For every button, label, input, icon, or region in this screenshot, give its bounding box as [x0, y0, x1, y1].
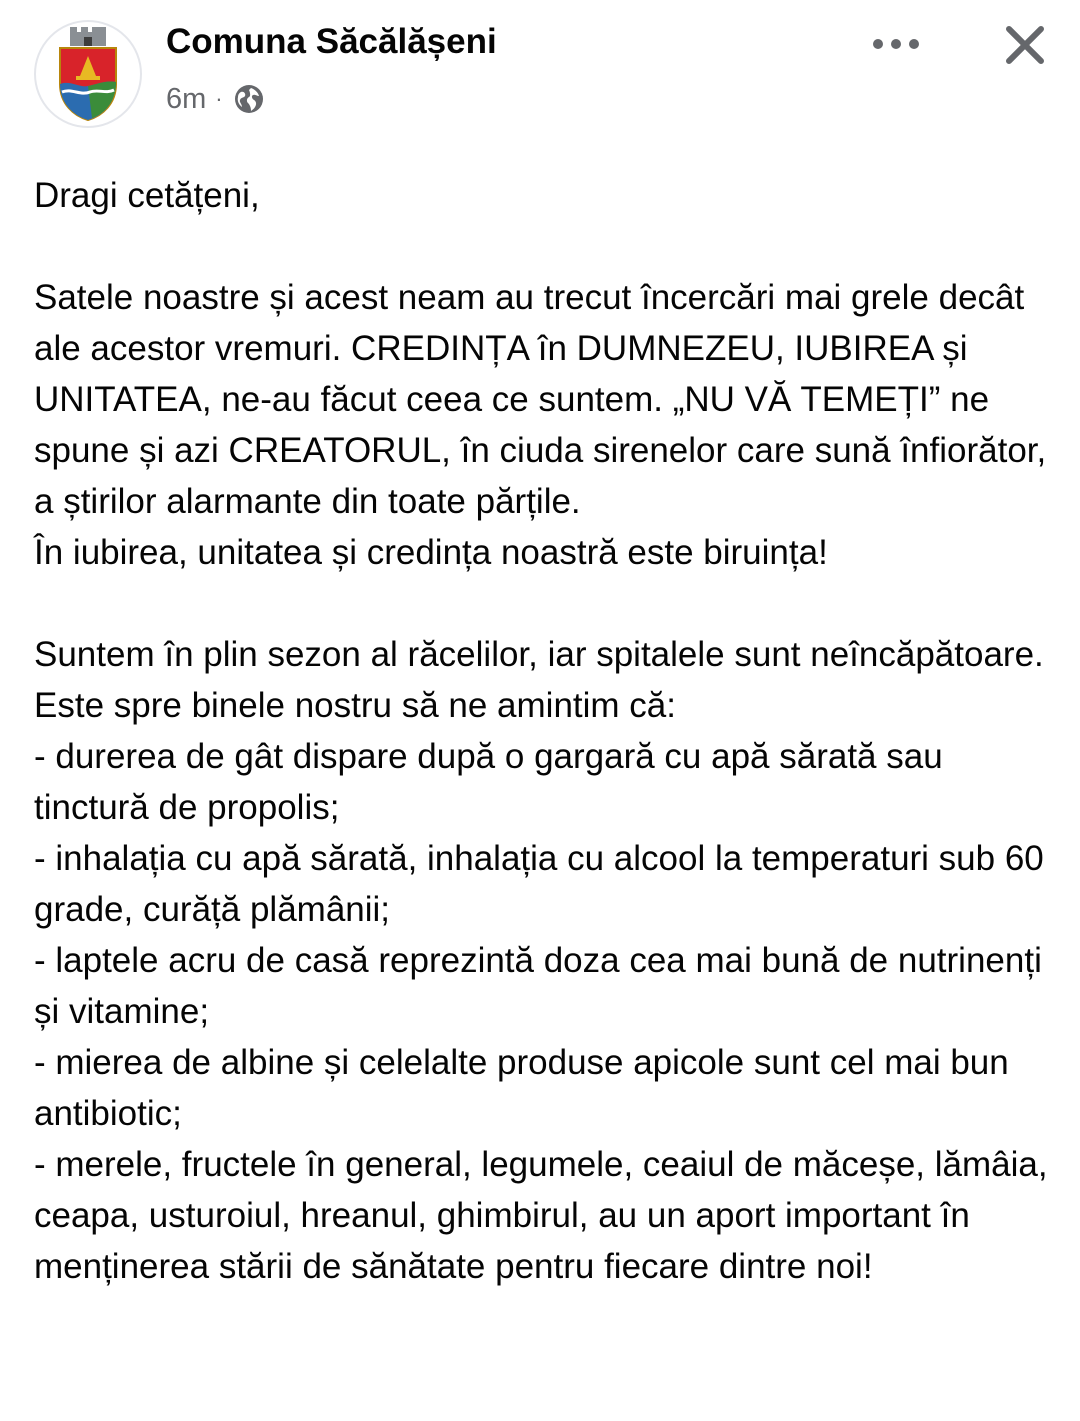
page-name[interactable]: Comuna Săcălășeni — [166, 22, 497, 61]
post-meta — [166, 80, 266, 118]
globe-icon[interactable] — [232, 82, 266, 116]
post-paragraph-greeting: Dragi cetățeni, — [34, 176, 260, 215]
close-button[interactable] — [998, 18, 1052, 72]
post-paragraph-message: Satele noastre și acest neam au trecut încercări mai grele decât ale acestor vremuri. CREDINȚA în DUMNEZEU, IUBIREA și UNITATEA, ne-au făcut ceea ce suntem. „NU VĂ TEMEȚI” ne spune și azi CREATORUL, în ciuda sirenelor care sună înfiorător, a știrilor alarmante din toate părțile. În iubirea, unitatea și credința noastră este biruința! — [34, 278, 1047, 572]
coat-of-arms-icon — [36, 22, 140, 126]
more-options-button[interactable] — [866, 22, 926, 66]
post-text — [34, 170, 1064, 1292]
post-header — [0, 0, 1080, 150]
meta-separator: · — [215, 86, 223, 111]
post-time[interactable]: 6m — [166, 82, 207, 115]
more-horizontal-icon — [872, 38, 920, 50]
page-avatar[interactable] — [34, 20, 142, 128]
post-paragraph-health-advice: Suntem în plin sezon al răcelilor, iar spitalele sunt neîncăpătoare. Este spre binele nostru să ne amintim că: - durerea de gât dispare după o gargară cu apă sărată sau tinctură de propolis; - inhalația cu apă sărată, inhalația cu alcool la temperaturi sub 60 grade, curăță plămânii; - laptele acru de casă reprezintă doza cea mai bună de nutrinenți și vitamine; - mierea de albine și celelalte produse apicole sunt cel mai bun antibiotic; - merele, fructele în general, legumele, ceaiul de măceșe, lămâia, ceapa, usturoiul, hreanul, ghimbirul, au un aport important în menținerea stării de sănătate pentru fiecare dintre noi! — [34, 635, 1048, 1286]
close-icon — [1004, 24, 1046, 66]
